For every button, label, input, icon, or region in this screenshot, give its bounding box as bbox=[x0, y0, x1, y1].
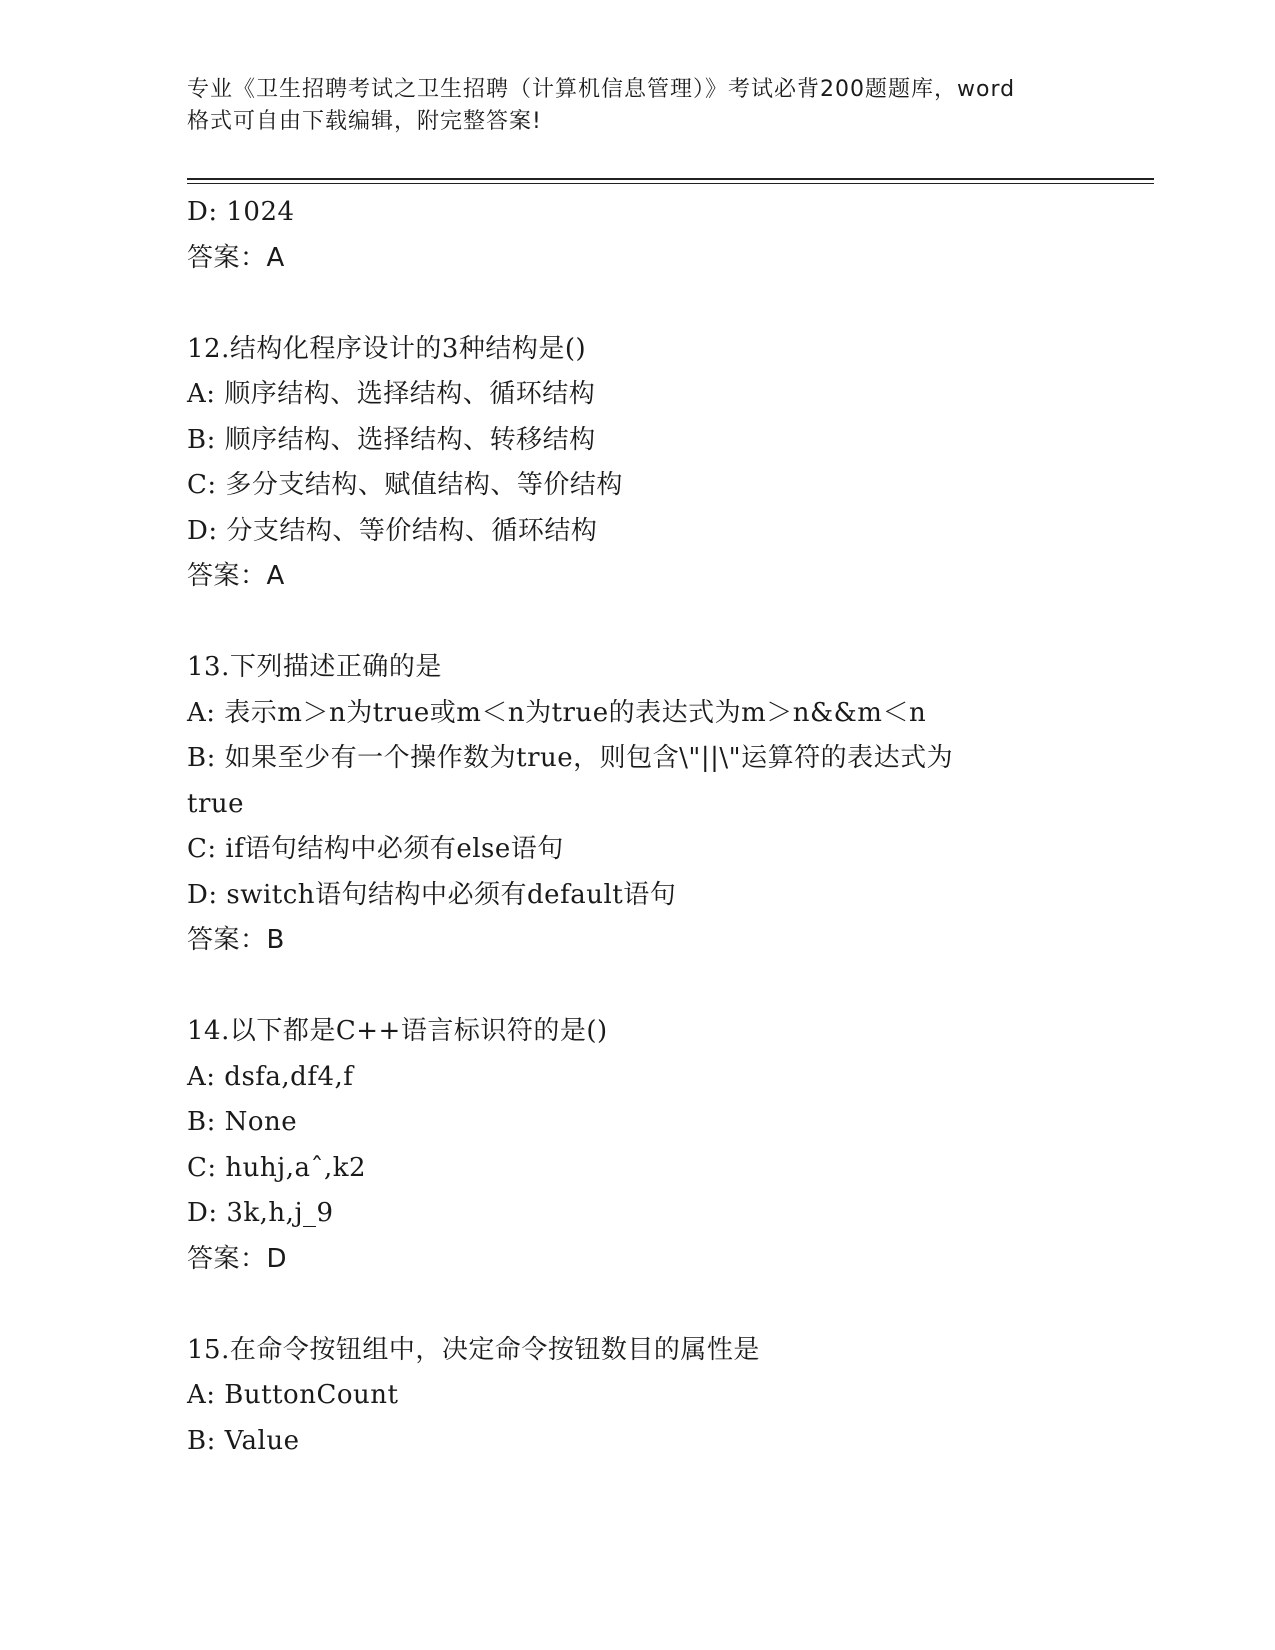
spacer bbox=[187, 964, 1117, 1010]
spacer bbox=[187, 281, 1117, 327]
question-block-12 bbox=[187, 327, 1117, 600]
header-rule-thick bbox=[187, 178, 1154, 180]
option-a: A: 表示m＞n为true或m＜n为true的表达式为m＞n&&m＜n bbox=[187, 697, 927, 728]
question-text: 15.在命令按钮组中，决定命令按钮数目的属性是 bbox=[187, 1334, 760, 1365]
answer-line: 答案：A bbox=[187, 242, 285, 273]
option-d: D: 分支结构、等价结构、循环结构 bbox=[187, 515, 598, 546]
option-a: A: ButtonCount bbox=[187, 1380, 399, 1410]
spacer bbox=[187, 600, 1117, 646]
question-block-prev bbox=[187, 190, 1117, 281]
question-text: 12.结构化程序设计的3种结构是() bbox=[187, 333, 587, 364]
header-rule-thin bbox=[187, 183, 1154, 184]
question-block-15 bbox=[187, 1328, 1117, 1465]
header-line-1: 专业《卫生招聘考试之卫生招聘（计算机信息管理）》考试必背200题题库，word bbox=[187, 77, 1016, 102]
option-c: C: if语句结构中必须有else语句 bbox=[187, 834, 564, 864]
question-block-14 bbox=[187, 1009, 1117, 1282]
answer-line: 答案：D bbox=[187, 1243, 288, 1274]
option-d: D: 3k,h,j_9 bbox=[187, 1198, 334, 1228]
option-c: C: huhj,aˆ,k2 bbox=[187, 1152, 367, 1183]
page-header bbox=[187, 74, 1087, 138]
option-b-line-2: true bbox=[187, 788, 245, 819]
option-c: C: 多分支结构、赋值结构、等价结构 bbox=[187, 470, 623, 500]
option-b: B: 顺序结构、选择结构、转移结构 bbox=[187, 424, 596, 455]
header-line-2: 格式可自由下载编辑，附完整答案! bbox=[187, 109, 542, 134]
option-b: B: Value bbox=[187, 1425, 300, 1456]
option-b: B: None bbox=[187, 1107, 298, 1137]
option-a: A: dsfa,df4,f bbox=[187, 1061, 354, 1092]
question-text: 14.以下都是C++语言标识符的是() bbox=[187, 1016, 608, 1046]
spacer bbox=[187, 1282, 1117, 1328]
option-b-line-1: B: 如果至少有一个操作数为true，则包含\"||\"运算符的表达式为 bbox=[187, 743, 954, 773]
answer-line: 答案：B bbox=[187, 925, 285, 955]
answer-line: 答案：A bbox=[187, 561, 285, 591]
question-text: 13.下列描述正确的是 bbox=[187, 652, 442, 682]
option-a: A: 顺序结构、选择结构、循环结构 bbox=[187, 379, 596, 409]
option-d: D: 1024 bbox=[187, 197, 295, 227]
option-d: D: switch语句结构中必须有default语句 bbox=[187, 879, 677, 910]
question-block-13 bbox=[187, 645, 1117, 964]
question-list bbox=[187, 190, 1117, 1464]
